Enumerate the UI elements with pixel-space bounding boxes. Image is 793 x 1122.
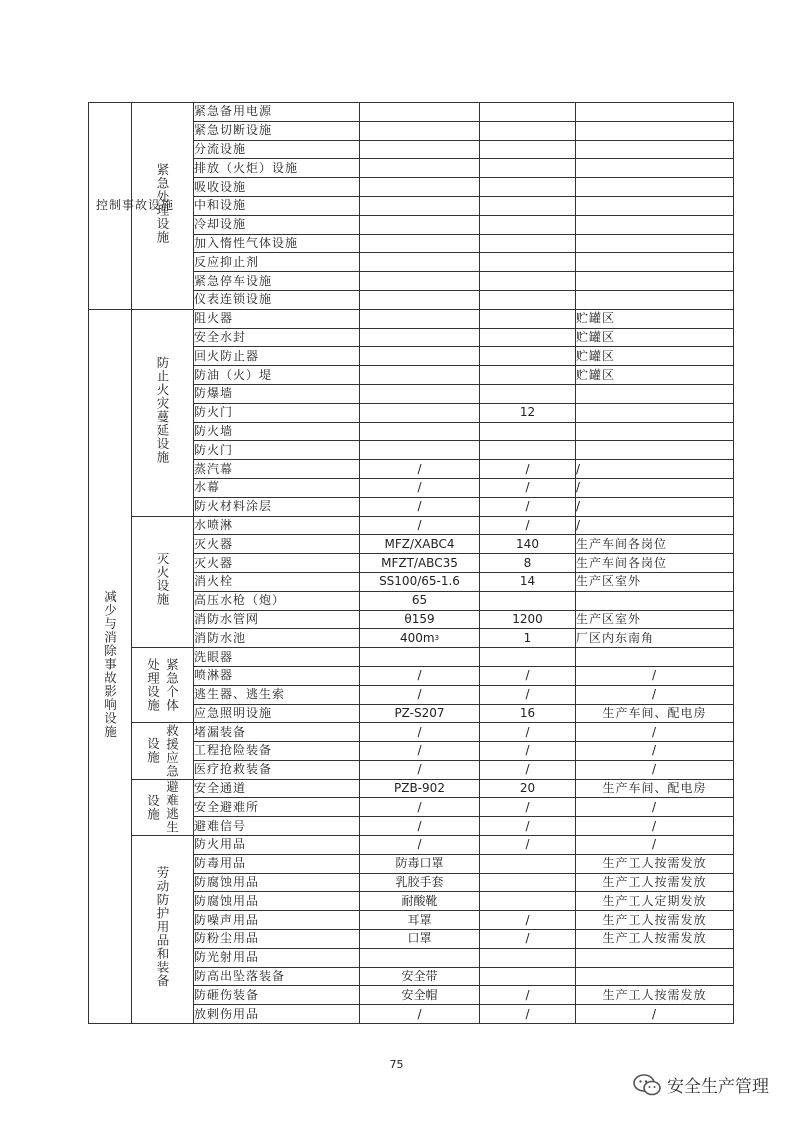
- cell-spec: [360, 290, 480, 309]
- cell-item: 防火墙: [194, 422, 360, 441]
- cell-qty: /: [480, 798, 576, 817]
- cell-item: 防油（火）堤: [194, 366, 360, 385]
- cell-qty: 20: [480, 779, 576, 798]
- page-number: 75: [389, 1058, 404, 1071]
- cell-spec: /: [360, 685, 480, 704]
- cell-qty: 1200: [480, 610, 576, 629]
- cell-loc: /: [576, 685, 734, 704]
- cell-qty: /: [480, 760, 576, 779]
- cell-qty: [480, 873, 576, 892]
- cell-item: 紧急切断设施: [194, 121, 360, 140]
- cell-qty: [480, 290, 576, 309]
- watermark-text: 安全生产管理: [667, 1077, 769, 1097]
- escape-sub-label-1: 避难逃生: [164, 780, 180, 835]
- cell-loc: [576, 196, 734, 215]
- cell-item: 紧急停车设施: [194, 272, 360, 291]
- cell-loc: 贮罐区: [576, 309, 734, 328]
- cell-qty: 140: [480, 535, 576, 554]
- cell-item: 防爆墙: [194, 384, 360, 403]
- cell-item: 堵漏装备: [194, 723, 360, 742]
- extinguish-sub: [132, 516, 194, 648]
- cell-item: 安全避难所: [194, 798, 360, 817]
- cell-qty: [480, 366, 576, 385]
- cell-loc: 生产工人按需发放: [576, 854, 734, 873]
- cell-loc: 贮罐区: [576, 366, 734, 385]
- cell-item: 水幕: [194, 478, 360, 497]
- cell-loc: 生产车间、配电房: [576, 779, 734, 798]
- cell-loc: [576, 403, 734, 422]
- wechat-icon: [633, 1074, 661, 1096]
- cell-loc: /: [576, 497, 734, 516]
- escape-sub-label-2: 设施: [145, 793, 161, 821]
- cell-qty: /: [480, 911, 576, 930]
- cell-item: 灭火器: [194, 554, 360, 573]
- cell-qty: /: [480, 1005, 576, 1024]
- cell-qty: [480, 648, 576, 667]
- cell-qty: /: [480, 685, 576, 704]
- cell-spec: [360, 328, 480, 347]
- cell-loc: 生产工人按需发放: [576, 873, 734, 892]
- cell-item: 冷却设施: [194, 215, 360, 234]
- cell-item: 高压水枪（炮）: [194, 591, 360, 610]
- cell-loc: [576, 967, 734, 986]
- cell-loc: [576, 234, 734, 253]
- cell-loc: /: [576, 666, 734, 685]
- cell-loc: 贮罐区: [576, 328, 734, 347]
- cell-qty: /: [480, 666, 576, 685]
- cell-spec: /: [360, 460, 480, 479]
- cell-loc: /: [576, 798, 734, 817]
- cell-item: 安全通道: [194, 779, 360, 798]
- cell-qty: [480, 253, 576, 272]
- cell-item: 工程抢险装备: [194, 742, 360, 761]
- cell-qty: 1: [480, 629, 576, 648]
- cell-spec: 耐酸靴: [360, 892, 480, 911]
- cell-qty: [480, 422, 576, 441]
- cell-item: 排放（火炬）设施: [194, 159, 360, 178]
- cell-item: 防噪声用品: [194, 911, 360, 930]
- cell-loc: 生产车间各岗位: [576, 554, 734, 573]
- cell-spec: /: [360, 836, 480, 855]
- cell-item: 水喷淋: [194, 516, 360, 535]
- fire-prevent-sub: [132, 309, 194, 516]
- cell-spec: SS100/65-1.6: [360, 572, 480, 591]
- cell-spec: [360, 159, 480, 178]
- cell-spec: /: [360, 1005, 480, 1024]
- cell-item: 消防水池: [194, 629, 360, 648]
- cell-loc: /: [576, 516, 734, 535]
- cell-item: 防高出坠落装备: [194, 967, 360, 986]
- cell-qty: [480, 140, 576, 159]
- cell-loc: 贮罐区: [576, 347, 734, 366]
- cell-qty: /: [480, 817, 576, 836]
- cell-spec: PZB-902: [360, 779, 480, 798]
- personal-emergency-sub-label-2: 处理设施: [145, 658, 161, 713]
- cell-loc: 生产工人定期发放: [576, 892, 734, 911]
- cell-item: 医疗抢救装备: [194, 760, 360, 779]
- cell-spec: /: [360, 723, 480, 742]
- cell-qty: [480, 178, 576, 197]
- reduce-category: [89, 309, 132, 1023]
- cell-loc: 生产车间、配电房: [576, 704, 734, 723]
- cell-loc: [576, 103, 734, 122]
- cell-qty: [480, 384, 576, 403]
- cell-qty: [480, 854, 576, 873]
- emergency-handling-sub-label: 紧急处理设施: [155, 162, 170, 244]
- extinguish-sub-label: 灭火设施: [155, 552, 170, 607]
- cell-item: 防火用品: [194, 836, 360, 855]
- cell-spec: /: [360, 798, 480, 817]
- table-row: [89, 648, 734, 667]
- cell-loc: 生产区室外: [576, 572, 734, 591]
- cell-spec: [360, 140, 480, 159]
- cell-item: 洗眼器: [194, 648, 360, 667]
- cell-spec: [360, 253, 480, 272]
- cell-item: 蒸汽幕: [194, 460, 360, 479]
- cell-item: 灭火器: [194, 535, 360, 554]
- cell-item: 反应抑止剂: [194, 253, 360, 272]
- cell-spec: [360, 272, 480, 291]
- cell-spec: [360, 103, 480, 122]
- cell-qty: /: [480, 723, 576, 742]
- cell-item: 防腐蚀用品: [194, 892, 360, 911]
- cell-spec: 乳胶手套: [360, 873, 480, 892]
- cell-qty: [480, 196, 576, 215]
- cell-spec: [360, 384, 480, 403]
- cell-spec: [360, 196, 480, 215]
- cell-qty: 12: [480, 403, 576, 422]
- cell-spec: $400m^3$: [360, 629, 480, 648]
- rescue-sub-label-1: 救援应急: [164, 723, 180, 778]
- cell-loc: 生产工人按需发放: [576, 911, 734, 930]
- reduce-category-label: 减少与消除事故影响设施: [102, 589, 118, 739]
- cell-spec: [360, 948, 480, 967]
- cell-spec: [360, 215, 480, 234]
- cell-qty: 16: [480, 704, 576, 723]
- cell-item: 分流设施: [194, 140, 360, 159]
- cell-item: 避难信号: [194, 817, 360, 836]
- table-row: [89, 103, 734, 122]
- cell-spec: [360, 366, 480, 385]
- cell-loc: [576, 948, 734, 967]
- cell-loc: 生产工人按需发放: [576, 930, 734, 949]
- cell-qty: /: [480, 836, 576, 855]
- cell-item: 阻火器: [194, 309, 360, 328]
- cell-item: 防腐蚀用品: [194, 873, 360, 892]
- cell-qty: [480, 441, 576, 460]
- cell-qty: [480, 948, 576, 967]
- cell-item: 防火门: [194, 403, 360, 422]
- cell-item: 仪表连锁设施: [194, 290, 360, 309]
- cell-item: 逃生器、逃生索: [194, 685, 360, 704]
- cell-item: 紧急备用电源: [194, 103, 360, 122]
- cell-loc: [576, 253, 734, 272]
- cell-qty: /: [480, 497, 576, 516]
- cell-qty: /: [480, 986, 576, 1005]
- cell-spec: /: [360, 742, 480, 761]
- cell-item: 中和设施: [194, 196, 360, 215]
- cell-loc: /: [576, 742, 734, 761]
- cell-loc: [576, 591, 734, 610]
- cell-qty: 14: [480, 572, 576, 591]
- cell-loc: /: [576, 1005, 734, 1024]
- cell-item: 放剌伤用品: [194, 1005, 360, 1024]
- cell-loc: [576, 121, 734, 140]
- escape-sub: [132, 779, 194, 835]
- cell-item: 消防水管网: [194, 610, 360, 629]
- table-row: [89, 309, 734, 328]
- cell-spec: /: [360, 666, 480, 685]
- cell-spec: 口罩: [360, 930, 480, 949]
- table-row: [89, 836, 734, 855]
- cell-spec: 65: [360, 591, 480, 610]
- cell-item: 防粉尘用品: [194, 930, 360, 949]
- cell-loc: [576, 290, 734, 309]
- cell-loc: /: [576, 460, 734, 479]
- cell-spec: 耳罩: [360, 911, 480, 930]
- cell-loc: /: [576, 817, 734, 836]
- cell-loc: [576, 648, 734, 667]
- cell-loc: [576, 215, 734, 234]
- cell-spec: /: [360, 478, 480, 497]
- rescue-sub-label-2: 设施: [145, 737, 161, 765]
- cell-qty: [480, 121, 576, 140]
- cell-item: 吸收设施: [194, 178, 360, 197]
- cell-spec: θ159: [360, 610, 480, 629]
- cell-qty: [480, 967, 576, 986]
- cell-loc: /: [576, 836, 734, 855]
- personal-emergency-sub-label-1: 紧急个体: [164, 658, 180, 713]
- cell-loc: [576, 441, 734, 460]
- cell-loc: [576, 159, 734, 178]
- cell-qty: /: [480, 478, 576, 497]
- cell-qty: [480, 159, 576, 178]
- cell-loc: 厂区内东南角: [576, 629, 734, 648]
- cell-item: 回火防止器: [194, 347, 360, 366]
- cell-item: 防火材料涂层: [194, 497, 360, 516]
- cell-spec: [360, 347, 480, 366]
- personal-emergency-sub: [132, 648, 194, 723]
- cell-spec: [360, 121, 480, 140]
- cell-qty: 8: [480, 554, 576, 573]
- cell-item: 防火门: [194, 441, 360, 460]
- cell-qty: [480, 103, 576, 122]
- cell-qty: /: [480, 460, 576, 479]
- cell-loc: /: [576, 723, 734, 742]
- labor-protection-sub-label: 劳动防护用品和装备: [155, 866, 170, 988]
- cell-loc: [576, 422, 734, 441]
- cell-qty: [480, 892, 576, 911]
- cell-loc: [576, 272, 734, 291]
- control-category-label: 控制事故设施: [96, 198, 175, 213]
- cell-spec: 防毒口罩: [360, 854, 480, 873]
- cell-spec: /: [360, 817, 480, 836]
- fire-prevent-sub-label: 防止火灾蔓延设施: [155, 356, 170, 465]
- cell-qty: [480, 591, 576, 610]
- cell-spec: [360, 422, 480, 441]
- cell-spec: [360, 309, 480, 328]
- cell-loc: [576, 140, 734, 159]
- cell-spec: [360, 648, 480, 667]
- cell-qty: /: [480, 742, 576, 761]
- cell-loc: [576, 178, 734, 197]
- cell-item: 安全水封: [194, 328, 360, 347]
- cell-item: 加入惰性气体设施: [194, 234, 360, 253]
- cell-loc: 生产工人按需发放: [576, 986, 734, 1005]
- labor-protection-sub: [132, 836, 194, 1024]
- cell-qty: /: [480, 930, 576, 949]
- cell-item: 应急照明设施: [194, 704, 360, 723]
- cell-loc: /: [576, 478, 734, 497]
- cell-spec: [360, 178, 480, 197]
- cell-item: 防毒用品: [194, 854, 360, 873]
- cell-qty: [480, 272, 576, 291]
- cell-loc: 生产车间各岗位: [576, 535, 734, 554]
- cell-spec: PZ-S207: [360, 704, 480, 723]
- table-row: [89, 723, 734, 742]
- cell-spec: /: [360, 516, 480, 535]
- cell-qty: [480, 328, 576, 347]
- cell-item: 喷淋器: [194, 666, 360, 685]
- cell-spec: 安全帽: [360, 986, 480, 1005]
- cell-spec: /: [360, 760, 480, 779]
- cell-item: 防光射用品: [194, 948, 360, 967]
- cell-spec: MFZT/ABC35: [360, 554, 480, 573]
- cell-qty: [480, 309, 576, 328]
- cell-item: 防砸伤装备: [194, 986, 360, 1005]
- cell-item: 消火栓: [194, 572, 360, 591]
- cell-spec: 安全带: [360, 967, 480, 986]
- cell-qty: [480, 347, 576, 366]
- cell-qty: [480, 234, 576, 253]
- facility-table: [88, 102, 734, 1024]
- cell-loc: [576, 384, 734, 403]
- table-row: [89, 516, 734, 535]
- cell-spec: [360, 234, 480, 253]
- rescue-sub: [132, 723, 194, 779]
- cell-qty: /: [480, 516, 576, 535]
- cell-qty: [480, 215, 576, 234]
- cell-spec: MFZ/XABC4: [360, 535, 480, 554]
- cell-loc: /: [576, 760, 734, 779]
- cell-spec: [360, 403, 480, 422]
- cell-loc: 生产区室外: [576, 610, 734, 629]
- cell-spec: [360, 441, 480, 460]
- watermark: [633, 1072, 769, 1097]
- cell-spec: /: [360, 497, 480, 516]
- table-row: [89, 779, 734, 798]
